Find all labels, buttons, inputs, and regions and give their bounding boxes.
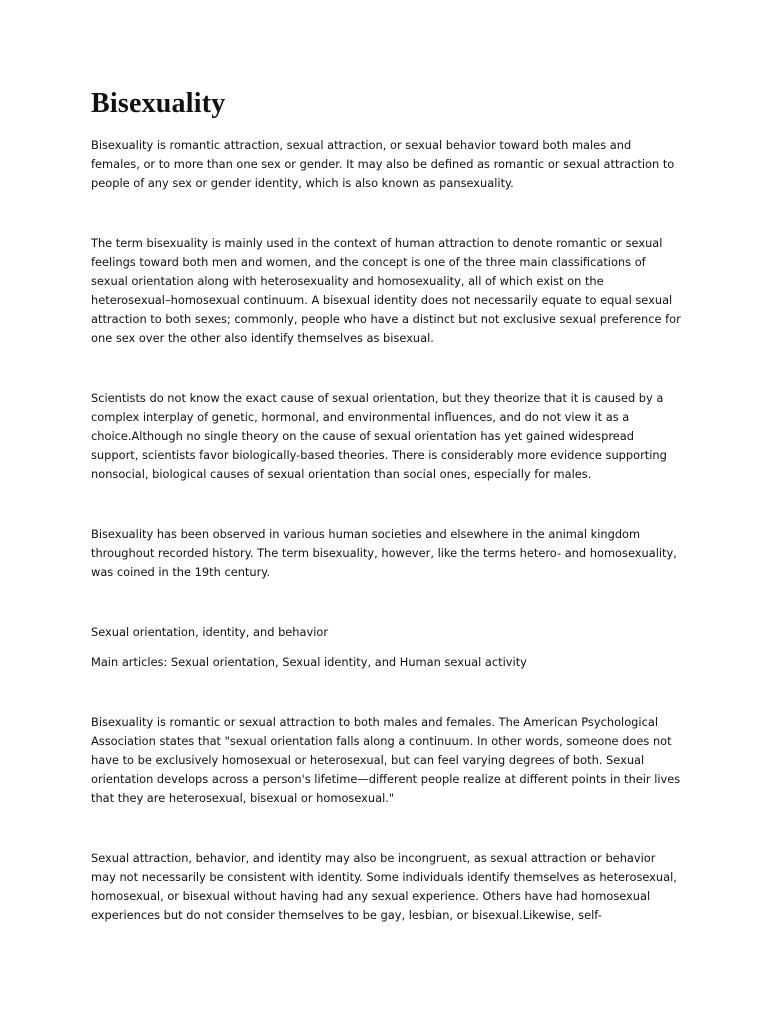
- paragraph-apa-continuum: Bisexuality is romantic or sexual attraction to both males and females. The American Psychological Association states that "sexual orientation falls along a continuum. In other words, someone does not have to be exclusively homosexual or heterosexual, but can feel varying degrees of both. Sexual orientation develops across a person's lifetime—different people realize at different points in their lives that they are heterosexual, bisexual or homosexual.": [91, 715, 681, 805]
- paragraph-history: Bisexuality has been observed in various human societies and elsewhere in the animal kingdom throughout recorded history. The term bisexuality, however, like the terms hetero- and homosexuality, was coined in the 19th century.: [91, 527, 677, 579]
- paragraph-term-usage: The term bisexuality is mainly used in the context of human attraction to denote romantic or sexual feelings toward both men and women, and the concept is one of the three main classifications of sexual orientation along with heterosexuality and homosexuality, all of which exist on the heterosexual–homosexual continuum. A bisexual identity does not necessarily equate to equal sexual attraction to both sexes; commonly, people who have a distinct but not exclusive sexual preference for one sex over the other also identify themselves as bisexual.: [91, 236, 681, 345]
- section-heading: Sexual orientation, identity, and behavior: [91, 625, 329, 639]
- main-articles-note: Main articles: Sexual orientation, Sexual identity, and Human sexual activity: [91, 655, 527, 669]
- paragraph-causes: Scientists do not know the exact cause of sexual orientation, but they theorize that it is caused by a complex interplay of genetic, hormonal, and environmental influences, and do not view it as a choice.Although no single theory on the cause of sexual orientation has yet gained widespread support, scientists favor biologically-based theories. There is considerably more evidence supporting nonsocial, biological causes of sexual orientation than social ones, especially for males.: [91, 391, 667, 481]
- paragraph-incongruence: Sexual attraction, behavior, and identity may also be incongruent, as sexual attraction or behavior may not necessarily be consistent with identity. Some individuals identify themselves as heterosexual, homosexual, or bisexual without having had any sexual experience. Others have had homosexual experiences but do not consider themselves to be gay, lesbian, or bisexual.Likewise, self-: [91, 851, 677, 922]
- page-title: Bisexuality: [91, 88, 226, 119]
- document-page: [91, 86, 681, 944]
- paragraph-definition: Bisexuality is romantic attraction, sexual attraction, or sexual behavior toward both males and females, or to more than one sex or gender. It may also be defined as romantic or sexual attraction to people of any sex or gender identity, which is also known as pansexuality.: [91, 138, 675, 190]
